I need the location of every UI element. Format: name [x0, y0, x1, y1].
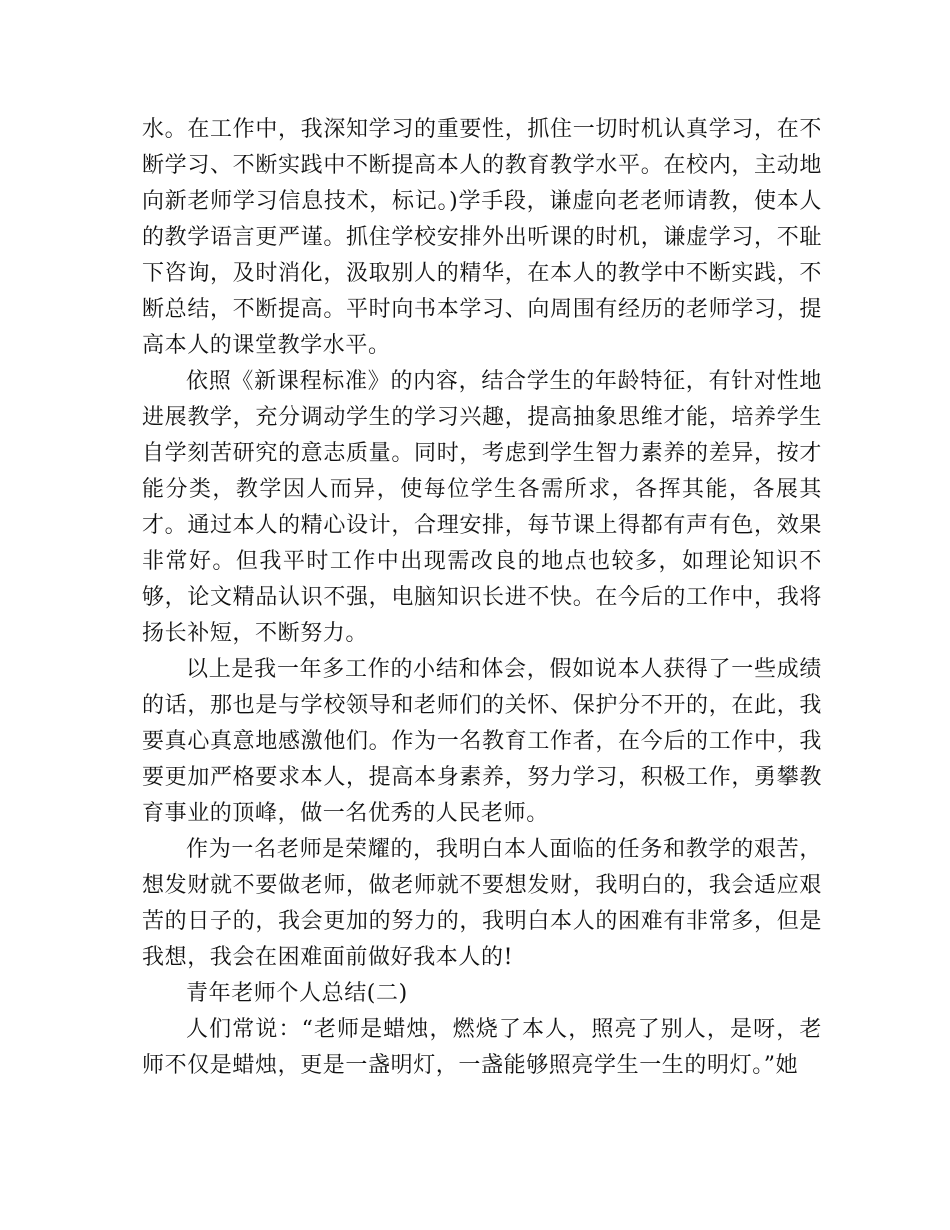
paragraph-curriculum: 依照《新课程标准》的内容，结合学生的年龄特征，有针对性地进展教学，充分调动学生的学习兴趣，提高抽象思维才能，培养学生自学刻苦研究的意志质量。同时，考虑到学生智力素养的差异，按才能分类，教学因人而异，使每位学生各需所求，各挥其能，各展其才。通过本人的精心设计，合理安排，每节课上得都有声有色，效果非常好。但我平时工作中出现需改良的地点也较多，如理论知识不够，论文精品认识不强，电脑知识长进不快。在今后的工作中，我将扬长补短，不断努力。 [142, 369, 822, 646]
paragraph-candle: 人们常说：“老师是蜡烛，燃烧了本人，照亮了别人，是呀，老师不仅是蜡烛，更是一盏明灯，一盏能够照亮学生一生的明灯。”她 [142, 1017, 822, 1078]
section-heading: 青年老师个人总结(二) [186, 981, 408, 1006]
paragraph-continuation: 水。在工作中，我深知学习的重要性，抓住一切时机认真学习，在不断学习、不断实践中不断提高本人的教育教学水平。在校内，主动地向新老师学习信息技术，标记。)学手段，谦虚向老老师请教，使本人的教学语言更严谨。抓住学校安排外出听课的时机，谦虚学习，不耻下咨询，及时消化，汲取别人的精华，在本人的教学中不断实践，不断总结，不断提高。平时向书本学习、向周围有经历的老师学习，提高本人的课堂教学水平。 [142, 117, 822, 358]
paragraph-honor: 作为一名老师是荣耀的，我明白本人面临的任务和教学的艰苦，想发财就不要做老师，做老师就不要想发财，我明白的，我会适应艰苦的日子的，我会更加的努力的，我明白本人的困难有非常多，但是我想，我会在困难面前做好我本人的! [142, 837, 822, 970]
paragraph-summary: 以上是我一年多工作的小结和体会，假如说本人获得了一些成绩的话，那也是与学校领导和老师们的关怀、保护分不开的，在此，我要真心真意地感激他们。作为一名教育工作者，在今后的工作中，我要更加严格要求本人，提高本身素养，努力学习，积极工作，勇攀教育事业的顶峰，做一名优秀的人民老师。 [142, 657, 822, 826]
document-body [142, 112, 822, 1084]
